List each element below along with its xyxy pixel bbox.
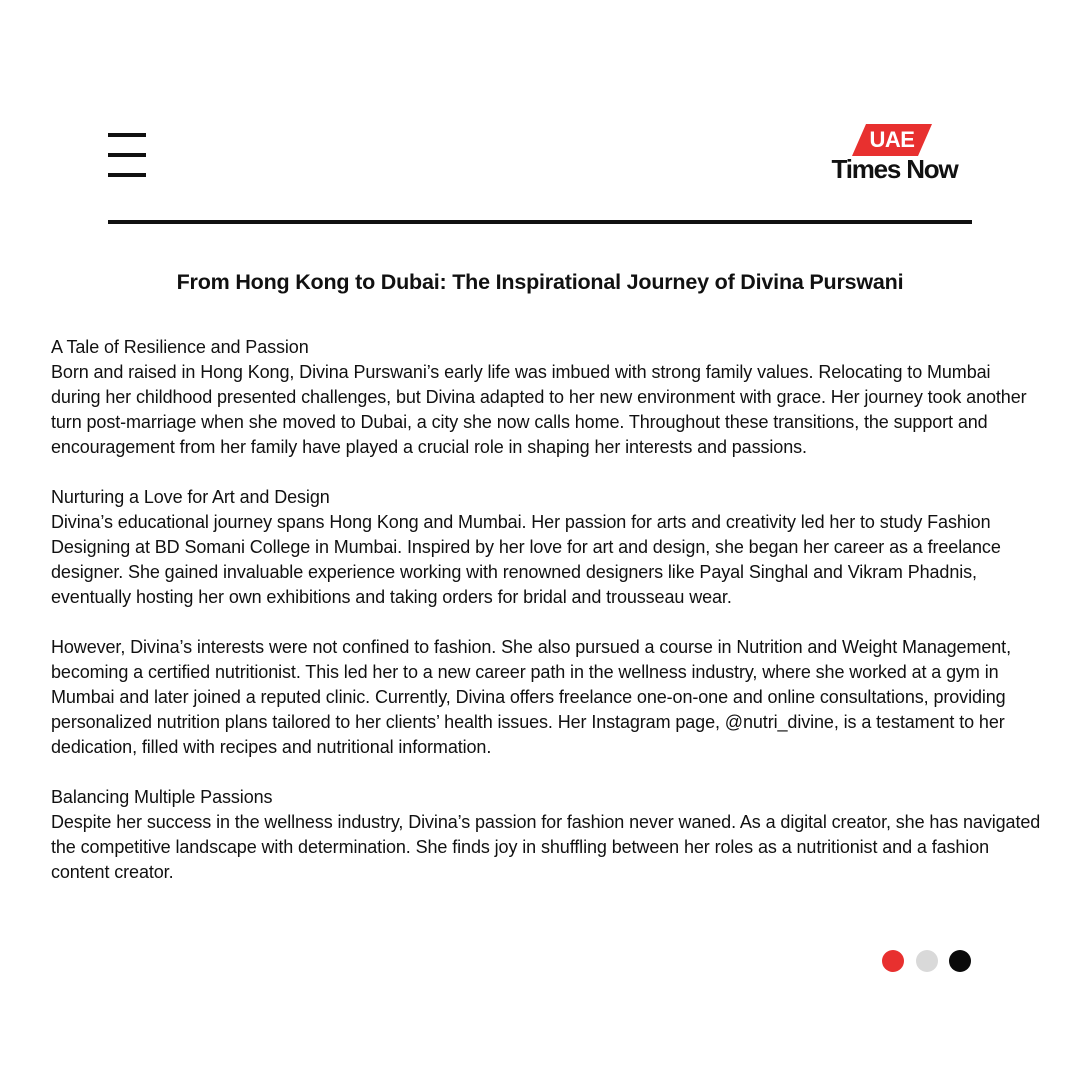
hamburger-menu-icon[interactable] <box>108 133 146 179</box>
section-paragraph: Divina’s educational journey spans Hong Kong and Mumbai. Her passion for arts and creativity led her to study Fashion Designing at BD Somani College in Mumbai. Inspired by her love for art and design, she began her career as a freelance designer. She gained invaluable experience working with renowned designers like Payal Singhal and Vikram Phadnis, eventually hosting her own exhibitions and taking orders for bridal and trousseau wear. <box>51 512 1001 607</box>
section-paragraph: Despite her success in the wellness industry, Divina’s passion for fashion never waned. As a digital creator, she has navigated the competitive landscape with determination. She finds joy in shuffling between her roles as a nutritionist and a fashion content creator. <box>51 812 1041 882</box>
article-section <box>51 335 1041 460</box>
pagination-dot-1[interactable] <box>882 950 904 972</box>
section-heading: Balancing Multiple Passions <box>51 787 273 807</box>
pagination-dot-3[interactable] <box>949 950 971 972</box>
section-paragraph: However, Divina’s interests were not confined to fashion. She also pursued a course in Nutrition and Weight Management, becoming a certified nutritionist. This led her to a new career path in the wellness industry, where she worked at a gym in Mumbai and later joined a reputed clinic. Currently, Divina offers freelance one-on-one and online consultations, providing personalized nutrition plans tailored to her clients’ health issues. Her Instagram page, @nutri_divine, is a testament to her dedication, filled with recipes and nutritional information. <box>51 637 1011 757</box>
article-section <box>51 785 1041 885</box>
menu-bar <box>108 173 146 177</box>
article-body <box>51 335 1041 910</box>
section-paragraph: Born and raised in Hong Kong, Divina Purswani’s early life was imbued with strong family values. Relocating to Mumbai during her childhood presented challenges, but Divina adapted to her new environment with grace. Her journey took another turn post-marriage when she moved to Dubai, a city she now calls home. Throughout these transitions, the support and encouragement from her family have played a crucial role in shaping her interests and passions. <box>51 362 1027 457</box>
header-divider <box>108 220 972 224</box>
pagination-dot-2[interactable] <box>916 950 938 972</box>
article-title: From Hong Kong to Dubai: The Inspirational Journey of Divina Purswani <box>176 270 904 294</box>
menu-bar <box>108 153 146 157</box>
section-heading: A Tale of Resilience and Passion <box>51 337 309 357</box>
brand-logo[interactable] <box>822 120 967 190</box>
logo-badge-text: UAE <box>869 127 915 152</box>
pagination-dots <box>882 950 972 972</box>
logo-name: Times Now <box>831 154 958 184</box>
article-section <box>51 485 1041 610</box>
section-heading: Nurturing a Love for Art and Design <box>51 487 330 507</box>
menu-bar <box>108 133 146 137</box>
